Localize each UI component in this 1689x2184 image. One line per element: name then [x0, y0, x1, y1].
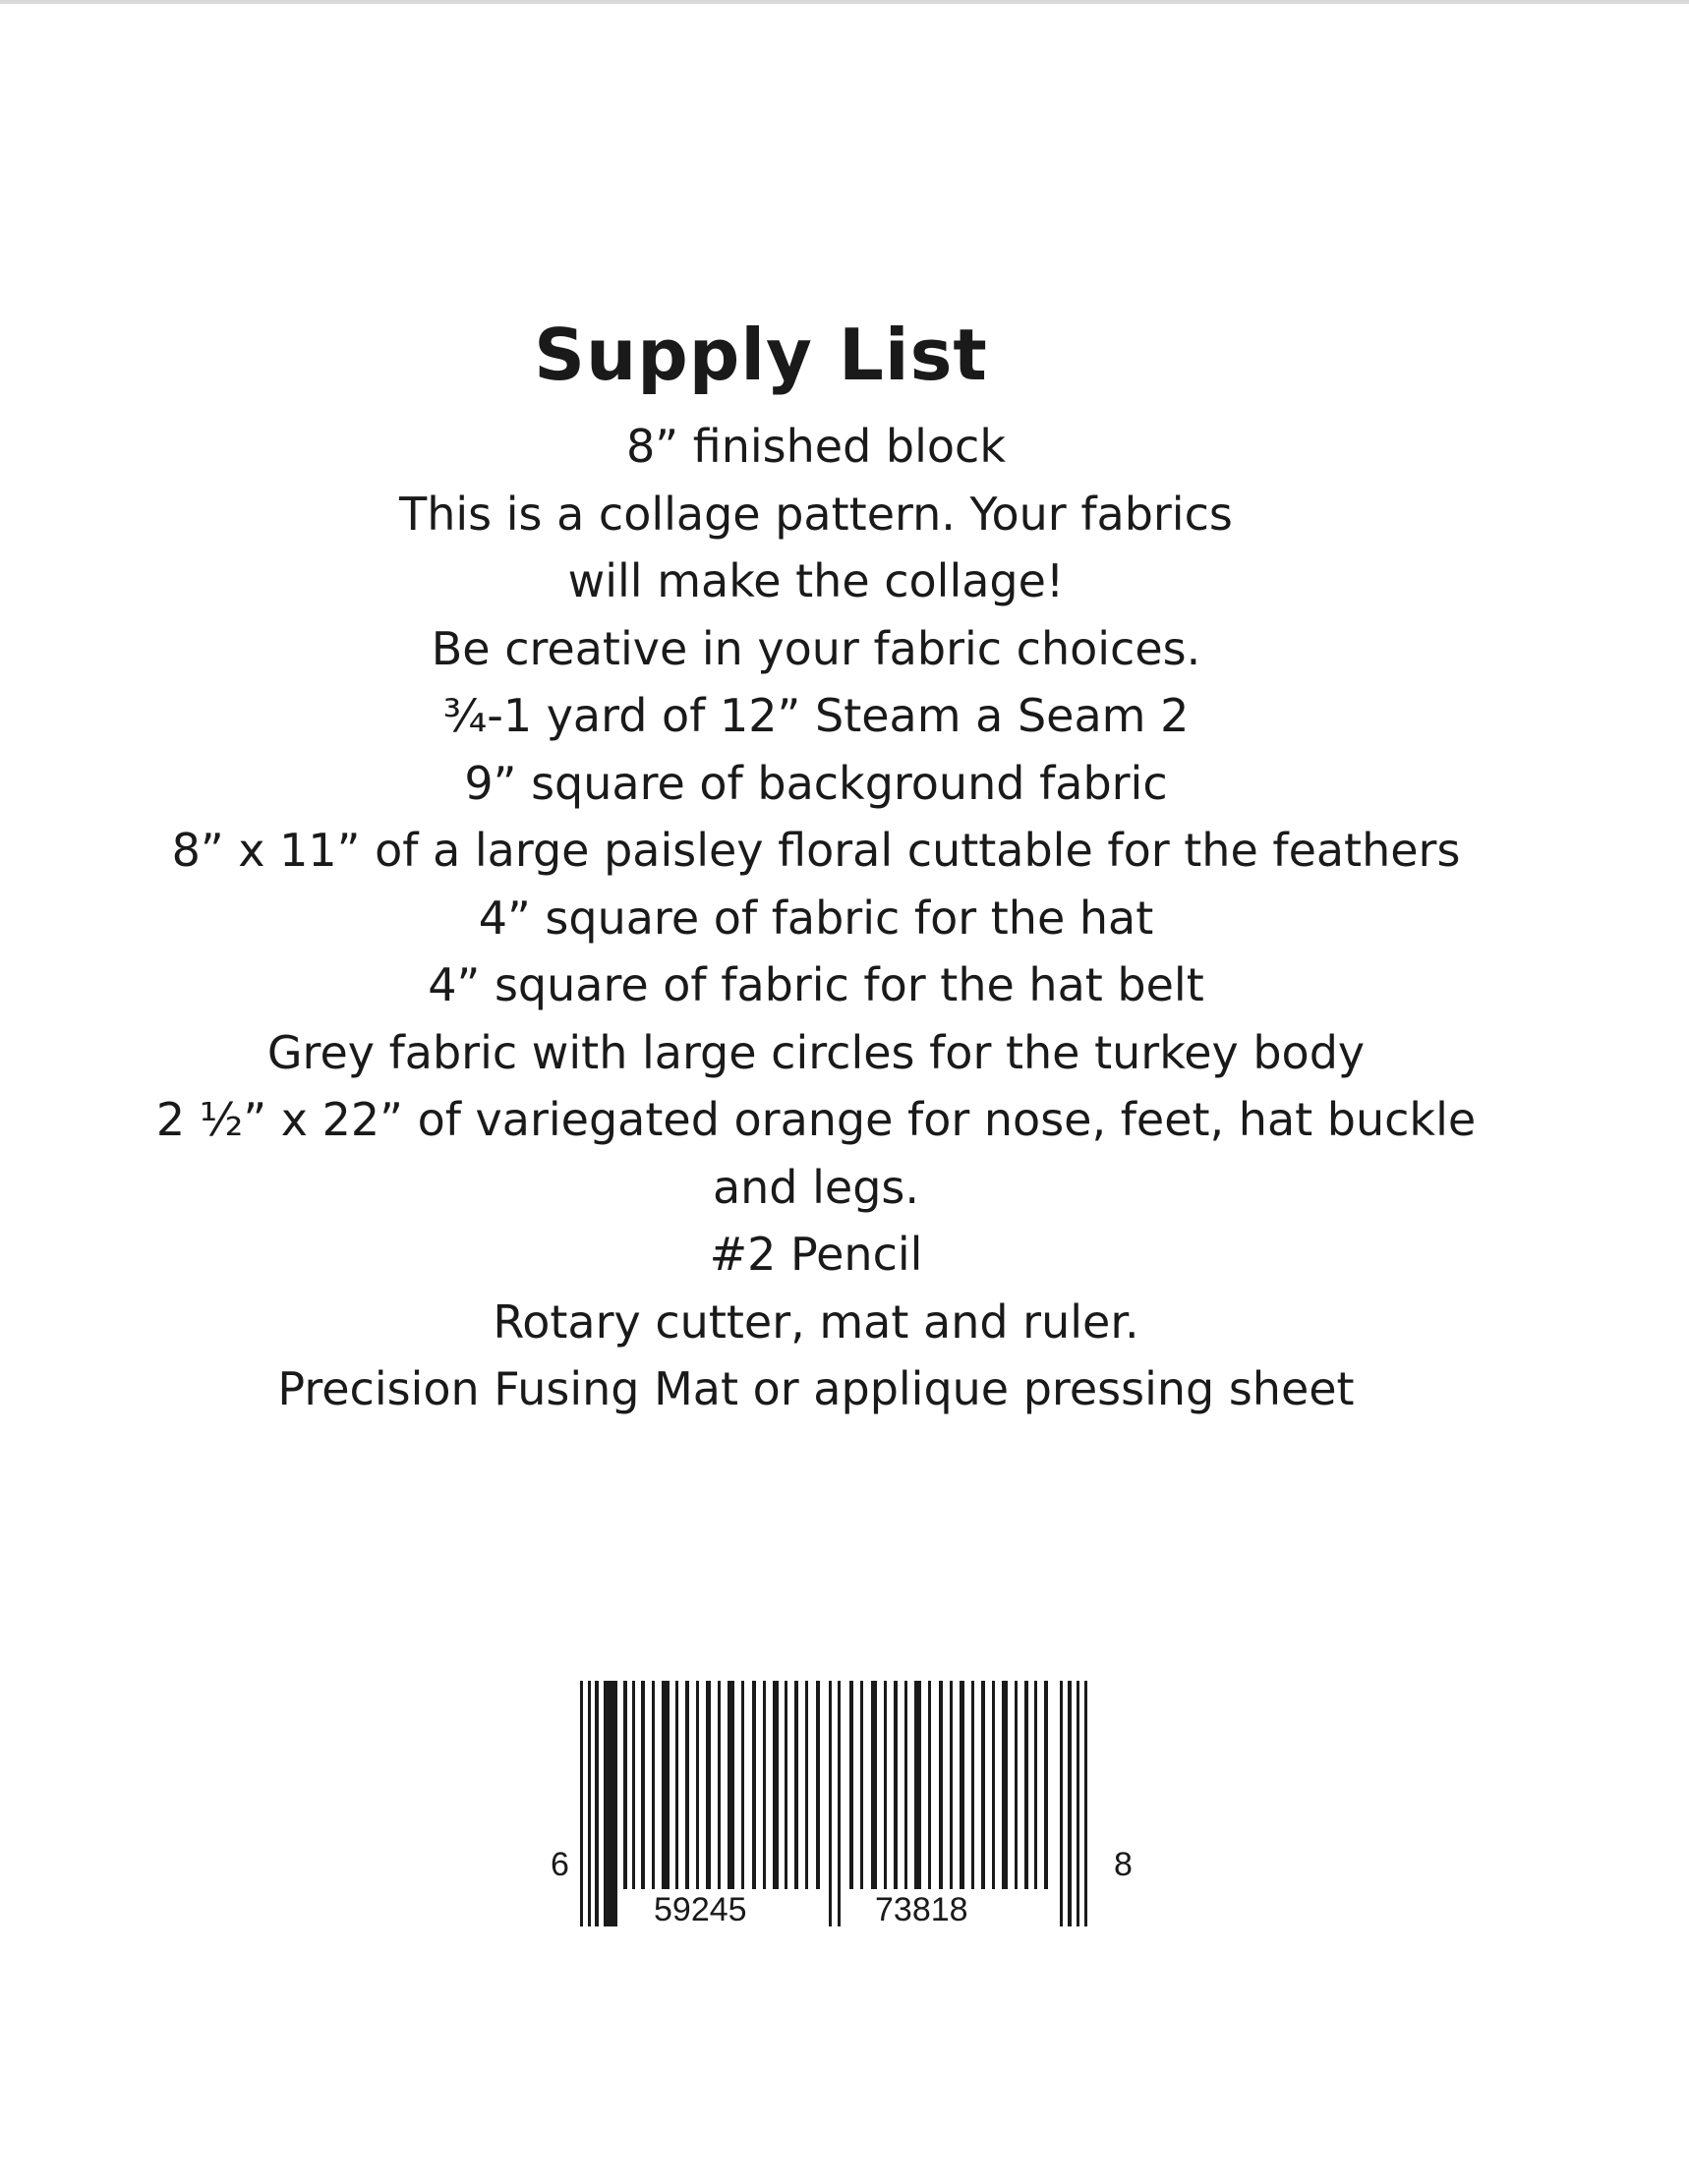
barcode-bar [652, 1681, 655, 1889]
supply-item: 2 ½” x 22” of variegated orange for nose, feet, hat buckle [155, 1093, 1477, 1146]
barcode-bar [928, 1681, 931, 1889]
barcode-check-digit: 8 [1114, 1846, 1133, 1883]
barcode-bar [816, 1681, 820, 1889]
barcode-bars [580, 1681, 1087, 1926]
barcode-bar [718, 1681, 721, 1889]
barcode-bar [805, 1681, 808, 1889]
barcode-bar [992, 1681, 995, 1889]
supply-item: ¾-1 yard of 12” Steam a Seam 2 [442, 689, 1190, 742]
barcode-bar [914, 1681, 921, 1889]
barcode-bar [960, 1681, 964, 1889]
barcode-bar [623, 1681, 627, 1889]
barcode-bar [696, 1681, 699, 1889]
barcode-bar [904, 1681, 907, 1889]
barcode-bar [785, 1681, 787, 1889]
barcode-bar [752, 1681, 756, 1889]
barcode-bar [860, 1681, 863, 1889]
supply-item: 8” x 11” of a large paisley floral cuttable for the feathers [171, 824, 1461, 877]
barcode-bar [871, 1681, 877, 1889]
barcode-bar [588, 1681, 591, 1926]
supply-item: 4” square of fabric for the hat [478, 891, 1154, 945]
barcode-bar [1084, 1681, 1087, 1926]
barcode-bar [685, 1681, 689, 1889]
barcode-bar [1044, 1681, 1048, 1889]
supply-item: 8” finished block [626, 420, 1006, 473]
barcode-bar [939, 1681, 943, 1889]
barcode-bar [981, 1681, 985, 1889]
barcode-bar [884, 1681, 887, 1889]
barcode-bar [595, 1681, 599, 1926]
supply-item: #2 Pencil [709, 1228, 923, 1281]
barcode-bar [580, 1681, 583, 1926]
barcode-bar [763, 1681, 766, 1889]
supply-item: Grey fabric with large circles for the turkey body [266, 1025, 1366, 1079]
supply-item: 4” square of fabric for the hat belt [428, 958, 1204, 1011]
barcode-bar [950, 1681, 953, 1889]
barcode-bar [1060, 1681, 1063, 1926]
barcode-bar [641, 1681, 645, 1889]
page-title: Supply List [534, 314, 988, 397]
barcode-bar [706, 1681, 711, 1889]
barcode-lead-digit: 6 [551, 1846, 569, 1883]
barcode-bar [604, 1681, 617, 1926]
barcode-right-group: 73818 [875, 1891, 968, 1928]
barcode-bar [849, 1681, 853, 1889]
barcode-bar [971, 1681, 974, 1889]
barcode-bar [728, 1681, 734, 1889]
supply-item: This is a collage pattern. Your fabrics [399, 487, 1233, 541]
barcode-bar [675, 1681, 678, 1889]
supply-item: and legs. [712, 1160, 920, 1214]
barcode-graphic [551, 1681, 1140, 1936]
supply-item: Precision Fusing Mat or applique pressing sheet [277, 1362, 1355, 1415]
page-top-edge [0, 0, 1689, 4]
barcode-bar [773, 1681, 779, 1889]
supply-item: Be creative in your fabric choices. [431, 621, 1201, 675]
barcode-bar [662, 1681, 670, 1889]
supply-item: 9” square of background fabric [464, 756, 1168, 810]
barcode-bar [829, 1681, 832, 1926]
barcode-bar [1077, 1681, 1079, 1926]
barcode-bar [741, 1681, 744, 1889]
supply-item: will make the collage! [567, 554, 1065, 607]
barcode-bar [632, 1681, 635, 1889]
supply-item: Rotary cutter, mat and ruler. [493, 1294, 1139, 1349]
barcode-left-group: 59245 [654, 1891, 747, 1928]
barcode-bar [794, 1681, 798, 1889]
barcode-bar [894, 1681, 898, 1889]
barcode-bar [1034, 1681, 1037, 1889]
supply-list [59, 413, 1573, 1423]
barcode-bar [1068, 1681, 1072, 1926]
barcode-bar [1002, 1681, 1008, 1889]
upc-barcode [551, 1681, 1140, 1936]
barcode-bar [1024, 1681, 1028, 1889]
barcode-bar [838, 1681, 841, 1926]
barcode-bar [1015, 1681, 1018, 1889]
